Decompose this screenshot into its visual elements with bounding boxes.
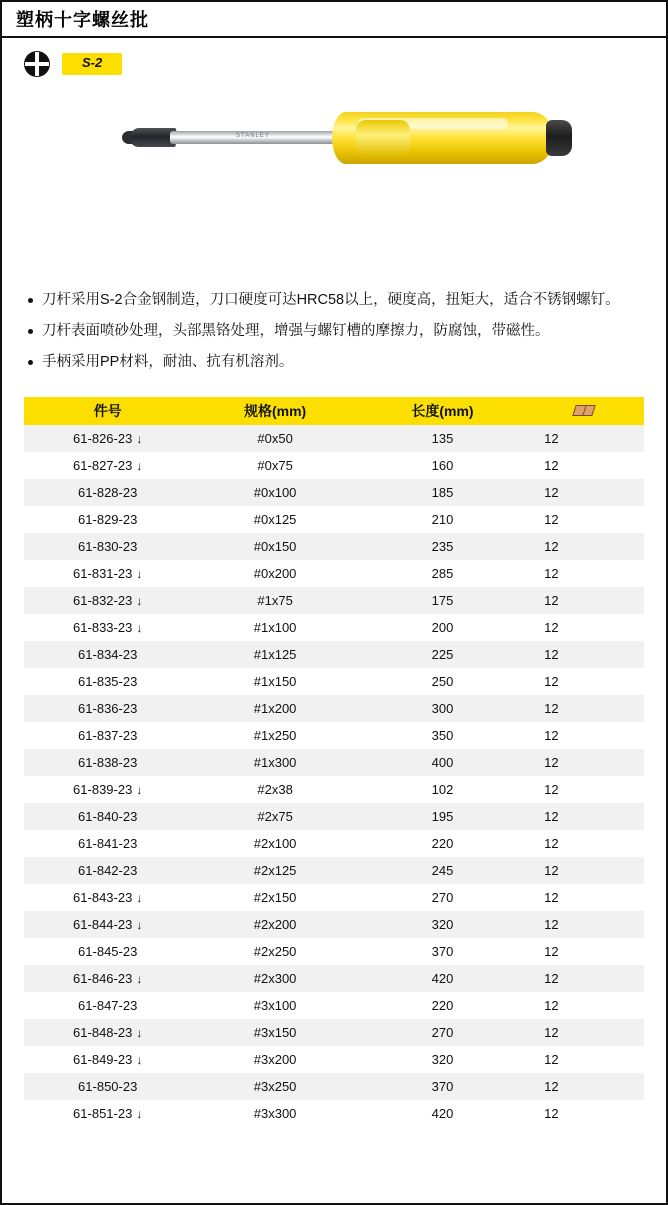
cell-quantity: 12: [544, 809, 559, 824]
table-row: [24, 911, 644, 938]
code-text: 61-840-23: [78, 809, 138, 824]
cell-length: 370: [431, 1079, 454, 1094]
down-arrow-icon: ↓: [136, 621, 143, 635]
cell-spec: #1x200: [253, 701, 297, 716]
page-header: [2, 2, 666, 38]
cell-length: 160: [431, 458, 454, 473]
table-row: [24, 452, 644, 479]
code-text: 61-828-23: [78, 485, 138, 500]
cell-length: 420: [431, 1106, 454, 1121]
down-arrow-icon: ↓: [136, 1107, 143, 1121]
cell-code: [24, 425, 191, 452]
cell-spec: #0x50: [257, 431, 293, 446]
cell-code: [24, 695, 191, 722]
cell-code: [24, 479, 191, 506]
code-text: 61-851-23: [73, 1106, 133, 1121]
code-text: 61-850-23: [78, 1079, 138, 1094]
code-text: 61-841-23: [78, 836, 138, 851]
table-header: [24, 397, 644, 425]
cell-spec: #1x250: [253, 728, 297, 743]
table-row: [24, 884, 644, 911]
table-row: [24, 722, 644, 749]
cell-spec: #1x100: [253, 620, 297, 635]
cell-spec: #2x300: [253, 971, 297, 986]
cell-code: [24, 452, 191, 479]
cell-quantity: 12: [544, 1052, 559, 1067]
cell-quantity: 12: [544, 782, 559, 797]
cell-code: [24, 1100, 191, 1127]
cell-code: [24, 749, 191, 776]
table-row: [24, 830, 644, 857]
down-arrow-icon: ↓: [136, 567, 143, 581]
column-header-packaging: [526, 397, 644, 425]
cell-length: 300: [431, 701, 454, 716]
cell-length: 200: [431, 620, 454, 635]
handle-end-cap: [546, 120, 572, 156]
cell-length: 320: [431, 1052, 454, 1067]
code-text: 61-833-23: [73, 620, 133, 635]
cell-quantity: 12: [544, 512, 559, 527]
cell-spec: #1x150: [253, 674, 297, 689]
down-arrow-icon: ↓: [136, 783, 143, 797]
cell-length: 250: [431, 674, 454, 689]
cell-spec: #2x100: [253, 836, 297, 851]
cell-code: [24, 911, 191, 938]
table-row: [24, 1100, 644, 1127]
cell-spec: #3x200: [253, 1052, 297, 1067]
list-item: 刀杆采用S-2合金钢制造，刀口硬度可达HRC58以上，硬度高，扭矩大，适合不锈钢螺钉。: [28, 288, 644, 313]
cell-length: 135: [431, 431, 454, 446]
cell-code: [24, 884, 191, 911]
code-text: 61-831-23: [73, 566, 133, 581]
cell-code: [24, 803, 191, 830]
cell-length: 195: [431, 809, 454, 824]
cell-quantity: 12: [544, 1106, 559, 1121]
handle-grip: [356, 120, 410, 156]
down-arrow-icon: ↓: [136, 891, 143, 905]
cell-quantity: 12: [544, 1025, 559, 1040]
cell-spec: #0x75: [257, 458, 293, 473]
cell-quantity: 12: [544, 674, 559, 689]
table-row: [24, 425, 644, 452]
material-badge: S-2: [62, 53, 122, 74]
code-text: 61-829-23: [78, 512, 138, 527]
table-row: [24, 587, 644, 614]
cell-code: [24, 938, 191, 965]
code-text: 61-832-23: [73, 593, 133, 608]
table-row: [24, 668, 644, 695]
cell-spec: #3x100: [253, 998, 297, 1013]
screwdriver-illustration: [60, 98, 580, 178]
cell-code: [24, 614, 191, 641]
cell-length: 235: [431, 539, 454, 554]
cell-spec: #0x100: [253, 485, 297, 500]
table-row: [24, 533, 644, 560]
cell-quantity: 12: [544, 863, 559, 878]
down-arrow-icon: ↓: [136, 459, 143, 473]
cell-quantity: 12: [544, 647, 559, 662]
cell-quantity: 12: [544, 701, 559, 716]
cell-spec: #2x250: [253, 944, 297, 959]
spec-table: [24, 397, 644, 1127]
down-arrow-icon: ↓: [136, 594, 143, 608]
cell-quantity: 12: [544, 620, 559, 635]
cell-length: 220: [431, 998, 454, 1013]
code-text: 61-839-23: [73, 782, 133, 797]
product-image: [2, 78, 666, 288]
table-row: [24, 479, 644, 506]
code-text: 61-835-23: [78, 674, 138, 689]
spec-table-wrapper: [24, 397, 644, 1127]
list-item: 刀杆表面喷砂处理，头部黑铬处理，增强与螺钉槽的摩擦力，防腐蚀，带磁性。: [28, 319, 644, 344]
column-header-spec: 规格(mm): [191, 397, 358, 425]
cell-code: [24, 857, 191, 884]
cell-quantity: 12: [544, 431, 559, 446]
table-row: [24, 1073, 644, 1100]
cell-quantity: 12: [544, 890, 559, 905]
column-header-length-label: 长度(mm): [411, 403, 474, 419]
cell-spec: #2x125: [253, 863, 297, 878]
cell-code: [24, 776, 191, 803]
table-row: [24, 614, 644, 641]
table-row: [24, 938, 644, 965]
cell-spec: #3x150: [253, 1025, 297, 1040]
cell-code: [24, 506, 191, 533]
cell-length: 185: [431, 485, 454, 500]
cell-length: 210: [431, 512, 454, 527]
cell-code: [24, 830, 191, 857]
code-text: 61-826-23: [73, 431, 133, 446]
table-row: [24, 857, 644, 884]
cell-spec: #0x150: [253, 539, 297, 554]
cell-quantity: 12: [544, 755, 559, 770]
cell-length: 245: [431, 863, 454, 878]
table-header-row: [24, 397, 644, 425]
cell-spec: #3x300: [253, 1106, 297, 1121]
down-arrow-icon: ↓: [136, 918, 143, 932]
cell-length: 420: [431, 971, 454, 986]
cell-code: [24, 641, 191, 668]
cell-code: [24, 533, 191, 560]
column-header-code: 件号: [24, 397, 191, 425]
carton-box-icon: [574, 403, 596, 417]
table-row: [24, 695, 644, 722]
feature-list: [2, 288, 666, 375]
cell-quantity: 12: [544, 1079, 559, 1094]
cell-spec: #2x150: [253, 890, 297, 905]
column-header-length: [359, 397, 526, 425]
code-text: 61-830-23: [78, 539, 138, 554]
table-body: [24, 425, 644, 1127]
code-text: 61-836-23: [78, 701, 138, 716]
cell-quantity: 12: [544, 566, 559, 581]
cell-quantity: 12: [544, 458, 559, 473]
cell-length: 270: [431, 1025, 454, 1040]
cell-quantity: 12: [544, 485, 559, 500]
cell-spec: #1x125: [253, 647, 297, 662]
code-text: 61-843-23: [73, 890, 133, 905]
table-row: [24, 506, 644, 533]
shaft-brand-text: STANLEY: [236, 133, 270, 139]
spec-badge-row: [2, 38, 666, 78]
cell-quantity: 12: [544, 836, 559, 851]
cell-code: [24, 1073, 191, 1100]
table-row: [24, 749, 644, 776]
table-row: [24, 641, 644, 668]
cell-code: [24, 992, 191, 1019]
cell-spec: #2x200: [253, 917, 297, 932]
cell-code: [24, 965, 191, 992]
cell-spec: #1x75: [257, 593, 293, 608]
cell-spec: #0x200: [253, 566, 297, 581]
code-text: 61-845-23: [78, 944, 138, 959]
down-arrow-icon: ↓: [136, 1026, 143, 1040]
page-title: 塑柄十字螺丝批: [16, 10, 149, 30]
code-text: 61-834-23: [78, 647, 138, 662]
cell-length: 320: [431, 917, 454, 932]
cell-length: 225: [431, 647, 454, 662]
code-text: 61-846-23: [73, 971, 133, 986]
cell-spec: #3x250: [253, 1079, 297, 1094]
list-item: 手柄采用PP材料，耐油、抗有机溶剂。: [28, 350, 644, 375]
code-text: 61-827-23: [73, 458, 133, 473]
phillips-head-icon: [24, 51, 50, 77]
code-text: 61-838-23: [78, 755, 138, 770]
code-text: 61-847-23: [78, 998, 138, 1013]
cell-code: [24, 722, 191, 749]
cell-length: 350: [431, 728, 454, 743]
down-arrow-icon: ↓: [136, 432, 143, 446]
cell-quantity: 12: [544, 944, 559, 959]
cell-quantity: 12: [544, 971, 559, 986]
cell-quantity: 12: [544, 917, 559, 932]
cell-spec: #0x125: [253, 512, 297, 527]
down-arrow-icon: ↓: [136, 1053, 143, 1067]
cell-code: [24, 1019, 191, 1046]
cell-code: [24, 668, 191, 695]
cell-length: 370: [431, 944, 454, 959]
cell-spec: #2x75: [257, 809, 293, 824]
cell-length: 285: [431, 566, 454, 581]
cell-length: 270: [431, 890, 454, 905]
code-text: 61-849-23: [73, 1052, 133, 1067]
code-text: 61-848-23: [73, 1025, 133, 1040]
code-text: 61-837-23: [78, 728, 138, 743]
cell-length: 220: [431, 836, 454, 851]
table-row: [24, 803, 644, 830]
cell-quantity: 12: [544, 593, 559, 608]
cell-length: 102: [431, 782, 454, 797]
cell-quantity: 12: [544, 998, 559, 1013]
cell-quantity: 12: [544, 539, 559, 554]
cell-spec: #1x300: [253, 755, 297, 770]
cell-code: [24, 587, 191, 614]
table-row: [24, 776, 644, 803]
code-text: 61-844-23: [73, 917, 133, 932]
cell-length: 400: [431, 755, 454, 770]
cell-code: [24, 1046, 191, 1073]
table-row: [24, 1019, 644, 1046]
table-row: [24, 560, 644, 587]
code-text: 61-842-23: [78, 863, 138, 878]
table-row: [24, 1046, 644, 1073]
down-arrow-icon: ↓: [136, 972, 143, 986]
table-row: [24, 965, 644, 992]
cell-code: [24, 560, 191, 587]
cell-spec: #2x38: [257, 782, 293, 797]
table-row: [24, 992, 644, 1019]
cell-length: 175: [431, 593, 454, 608]
cell-quantity: 12: [544, 728, 559, 743]
